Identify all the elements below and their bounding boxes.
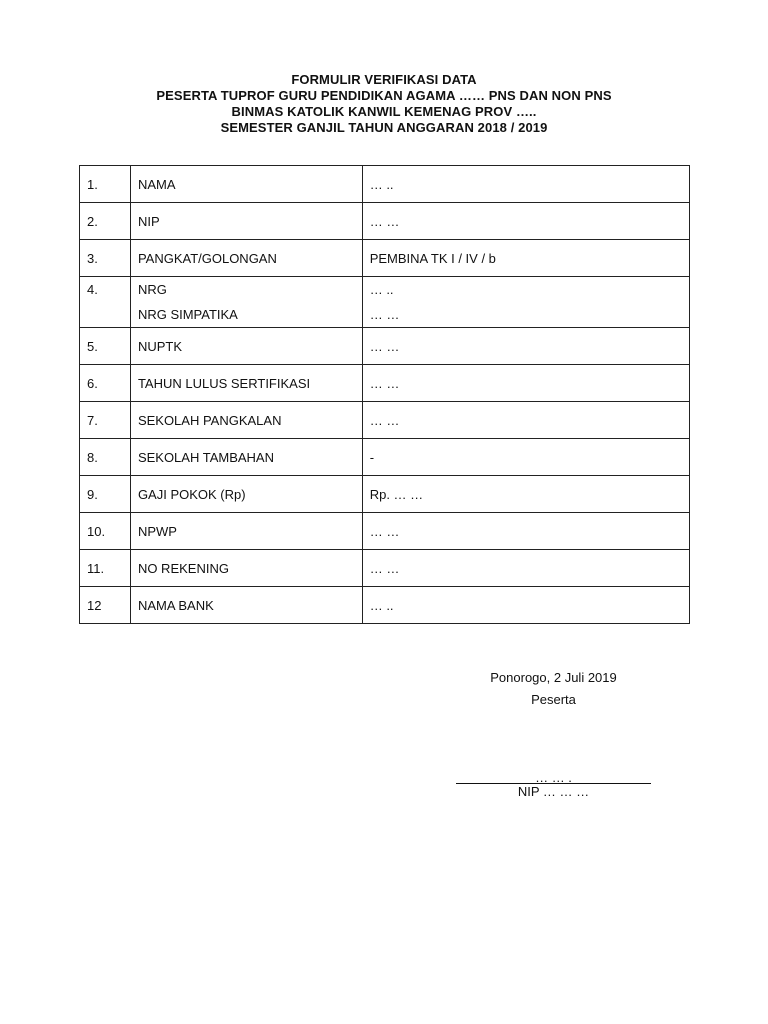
- table-row: [80, 587, 690, 624]
- row-label-nrg-simpatika: NRG SIMPATIKA: [137, 307, 238, 322]
- row-value: [362, 277, 689, 328]
- row-value: … ..: [362, 587, 689, 624]
- row-value: … ..: [362, 166, 689, 203]
- row-value: … …: [362, 402, 689, 439]
- table-row: [80, 203, 690, 240]
- row-number: 5.: [80, 328, 131, 365]
- row-value: … …: [362, 328, 689, 365]
- row-number: [80, 277, 131, 328]
- row-label: GAJI POKOK (Rp): [130, 476, 362, 513]
- row-value: PEMBINA TK I / IV / b: [362, 240, 689, 277]
- row-number: 2.: [80, 203, 131, 240]
- row-label: NPWP: [130, 513, 362, 550]
- row-number: 12: [80, 587, 131, 624]
- form-subtitle-semester: SEMESTER GANJIL TAHUN ANGGARAN 2018 / 2019: [220, 120, 548, 135]
- table-row: [80, 476, 690, 513]
- row-number: 11.: [80, 550, 131, 587]
- table-row: [80, 328, 690, 365]
- table-row: [80, 277, 690, 328]
- row-number: 9.: [80, 476, 131, 513]
- row-value: … …: [362, 203, 689, 240]
- table-row: [80, 166, 690, 203]
- table-row: [80, 365, 690, 402]
- table-row: [80, 240, 690, 277]
- signature-role: Peserta: [531, 692, 576, 707]
- table-row: [80, 402, 690, 439]
- row-number: 8.: [80, 439, 131, 476]
- row-value: … …: [362, 365, 689, 402]
- row-label: NAMA: [130, 166, 362, 203]
- row-value: -: [362, 439, 689, 476]
- signature-nip: NIP … … …: [517, 784, 590, 799]
- row-label: NO REKENING: [130, 550, 362, 587]
- row-value: … …: [362, 513, 689, 550]
- row-label-nrg: NRG: [137, 282, 167, 297]
- row-number: 3.: [80, 240, 131, 277]
- signature-name: … … .: [535, 770, 572, 785]
- row-number: 10.: [80, 513, 131, 550]
- row-label: TAHUN LULUS SERTIFIKASI: [130, 365, 362, 402]
- table-row: [80, 550, 690, 587]
- row-label: PANGKAT/GOLONGAN: [130, 240, 362, 277]
- row-label: NAMA BANK: [130, 587, 362, 624]
- row-number: 7.: [80, 402, 131, 439]
- row-value: … …: [362, 550, 689, 587]
- row-number: 1.: [80, 166, 131, 203]
- table-row: [80, 513, 690, 550]
- row-value-nrg: … ..: [369, 282, 394, 297]
- form-subtitle-office: BINMAS KATOLIK KANWIL KEMENAG PROV …..: [231, 104, 537, 119]
- form-header: [0, 72, 768, 136]
- form-title: FORMULIR VERIFIKASI DATA: [291, 72, 477, 87]
- row-label: SEKOLAH PANGKALAN: [130, 402, 362, 439]
- verification-table: [79, 165, 690, 624]
- row-value-nrg-simpatika: … …: [369, 307, 400, 322]
- form-subtitle-participant: PESERTA TUPROF GURU PENDIDIKAN AGAMA …… PNS DAN NON PNS: [156, 88, 612, 103]
- row-label: NIP: [130, 203, 362, 240]
- row-value: Rp. … …: [362, 476, 689, 513]
- row-number: 6.: [80, 365, 131, 402]
- row-number-text: 4.: [87, 282, 98, 297]
- row-label: NUPTK: [130, 328, 362, 365]
- signature-place-date: Ponorogo, 2 Juli 2019: [490, 670, 617, 685]
- row-label: SEKOLAH TAMBAHAN: [130, 439, 362, 476]
- row-label: [130, 277, 362, 328]
- table-row: [80, 439, 690, 476]
